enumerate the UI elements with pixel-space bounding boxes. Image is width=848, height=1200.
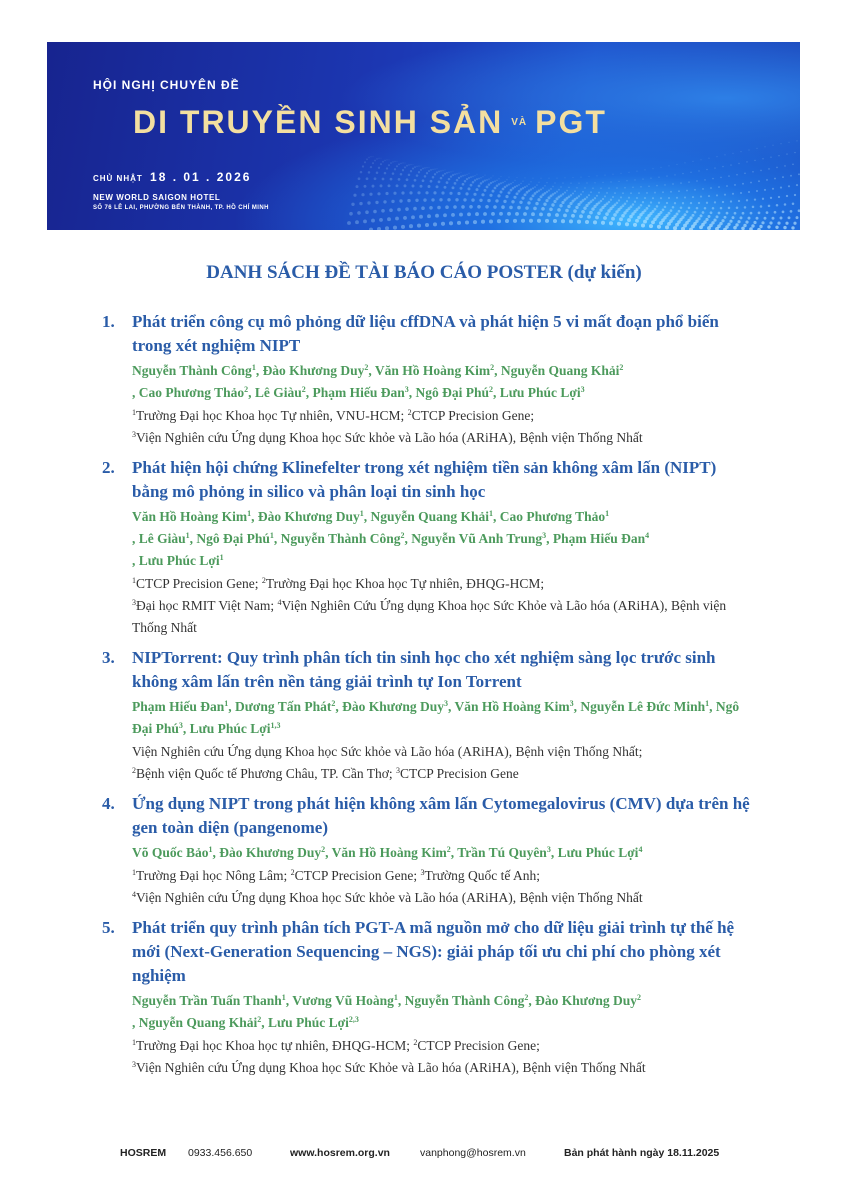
item-title: Phát triển quy trình phân tích PGT-A mã nguồn mở cho dữ liệu giải trình tự thế hệ mới (Next-Generation Sequencing – NGS): giải pháp tối ưu chi phí cho phòng xét nghiệm [132, 918, 735, 985]
item-authors: Văn Hồ Hoàng Kim$^1$, Đào Khương Duy$^1$, Nguyễn Quang Khải$^1$, Cao Phương Thảo$^1$ , Lê Giàu$^1$, Ngô Đại Phú$^1$, Nguyễn Thành Công$^2$, Nguyễn Vũ Anh Trung$^3$, Phạm Hiếu Đan$^4$ , Lưu Phúc Lợi$^1$ [132, 509, 650, 568]
banner-date-value: 18 . 01 . 2026 [150, 170, 252, 184]
banner-title-and: VÀ [511, 117, 528, 128]
banner-title-end: PGT [535, 104, 607, 140]
poster-item-5 [96, 916, 756, 1079]
banner-venue: NEW WORLD SAIGON HOTEL [93, 193, 221, 202]
item-authors: Võ Quốc Bảo$^1$, Đào Khương Duy$^2$, Văn Hồ Hoàng Kim$^2$, Trần Tú Quyên$^3$, Lưu Phúc Lợi$^4$ [132, 845, 643, 860]
footer-email-link[interactable]: vanphong@hosrem.vn [420, 1147, 526, 1159]
event-banner [47, 42, 800, 230]
item-title: Ứng dụng NIPT trong phát hiện không xâm lấn Cytomegalovirus (CMV) dựa trên hệ gen toàn diện (pangenome) [132, 794, 750, 837]
item-number: 1. [102, 312, 115, 331]
item-authors: Nguyễn Trần Tuấn Thanh$^1$, Vương Vũ Hoàng$^1$, Nguyễn Thành Công$^2$, Đào Khương Duy$^2$ , Nguyễn Quang Khải$^2$, Lưu Phúc Lợi$^{2,3}$ [132, 993, 642, 1030]
item-affiliations: $^1$Trường Đại học Khoa học tự nhiên, ĐHQG-HCM; $^2$CTCP Precision Gene; $^3$Viện Nghiên cứu Ứng dụng Khoa học Sức Khỏe và Lão hóa (ARiHA), Bệnh viện Thống Nhất [132, 1038, 646, 1075]
item-number: 2. [102, 458, 115, 477]
item-title: Phát hiện hội chứng Klinefelter trong xét nghiệm tiền sản không xâm lấn (NIPT) bằng mô phỏng in silico và phân loại tin sinh học [132, 458, 717, 501]
item-affiliations: Viện Nghiên cứu Ứng dụng Khoa học Sức khỏe và Lão hóa (ARiHA), Bệnh viện Thống Nhất; $^2$Bệnh viện Quốc tế Phương Châu, TP. Cần Thơ; $^3$CTCP Precision Gene [132, 744, 643, 781]
footer-org: HOSREM [120, 1147, 167, 1159]
poster-item-4 [96, 792, 756, 909]
footer-phone[interactable]: 0933.456.650 [188, 1147, 253, 1159]
poster-list [96, 310, 756, 1086]
poster-item-2 [96, 456, 756, 639]
poster-item-1 [96, 310, 756, 449]
item-affiliations: $^1$CTCP Precision Gene; $^2$Trường Đại học Khoa học Tự nhiên, ĐHQG-HCM; $^3$Đại học RMIT Việt Nam; $^4$Viện Nghiên Cứu Ứng dụng Khoa học Sức Khỏe và Lão hóa (ARiHA), Bệnh viện Thống Nhất [132, 576, 727, 635]
poster-item-3 [96, 646, 756, 785]
item-number: 5. [102, 918, 115, 937]
page-title: DANH SÁCH ĐỀ TÀI BÁO CÁO POSTER (dự kiến) [206, 262, 642, 283]
item-number: 4. [102, 794, 115, 813]
item-title: Phát triển công cụ mô phỏng dữ liệu cffDNA và phát hiện 5 vi mất đoạn phổ biến trong xét nghiệm NIPT [132, 312, 719, 355]
item-affiliations: $^1$Trường Đại học Khoa học Tự nhiên, VNU-HCM; $^2$CTCP Precision Gene; $^3$Viện Nghiên cứu Ứng dụng Khoa học Sức khỏe và Lão hóa (ARiHA), Bệnh viện Thống Nhất [132, 408, 643, 445]
item-authors: Phạm Hiếu Đan$^1$, Dương Tấn Phát$^2$, Đào Khương Duy$^3$, Văn Hồ Hoàng Kim$^3$, Nguyễn Lê Đức Minh$^1$, Ngô Đại Phú$^3$, Lưu Phúc Lợi$^{1,3}$ [132, 699, 740, 736]
banner-pretitle: HỘI NGHỊ CHUYÊN ĐỀ [93, 78, 240, 92]
banner-title-main: DI TRUYỀN SINH SẢN [133, 104, 504, 140]
item-authors: Nguyễn Thành Công$^1$, Đào Khương Duy$^2$, Văn Hồ Hoàng Kim$^2$, Nguyễn Quang Khải$^2$ , Cao Phương Thảo$^2$, Lê Giàu$^2$, Phạm Hiếu Đan$^3$, Ngô Đại Phú$^2$, Lưu Phúc Lợi$^3$ [132, 363, 624, 400]
footer-website-link[interactable]: www.hosrem.org.vn [290, 1147, 390, 1159]
item-number: 3. [102, 648, 115, 667]
footer-release-date: Bản phát hành ngày 18.11.2025 [564, 1147, 720, 1159]
banner-address: SỐ 76 LÊ LAI, PHƯỜNG BẾN THÀNH, TP. HỒ CHÍ MINH [93, 205, 269, 211]
item-title: NIPTorrent: Quy trình phân tích tin sinh học cho xét nghiệm sàng lọc trước sinh không xâm lấn trên nền tảng giải trình tự Ion Torrent [132, 648, 716, 691]
banner-date [93, 170, 251, 184]
banner-date-label: CHỦ NHẬT [93, 174, 143, 183]
item-affiliations: $^1$Trường Đại học Nông Lâm; $^2$CTCP Precision Gene; $^3$Trường Quốc tế Anh; $^4$Viện Nghiên cứu Ứng dụng Khoa học Sức khỏe và Lão hóa (ARiHA), Bệnh viện Thống Nhất [132, 868, 643, 905]
banner-title [133, 104, 607, 141]
